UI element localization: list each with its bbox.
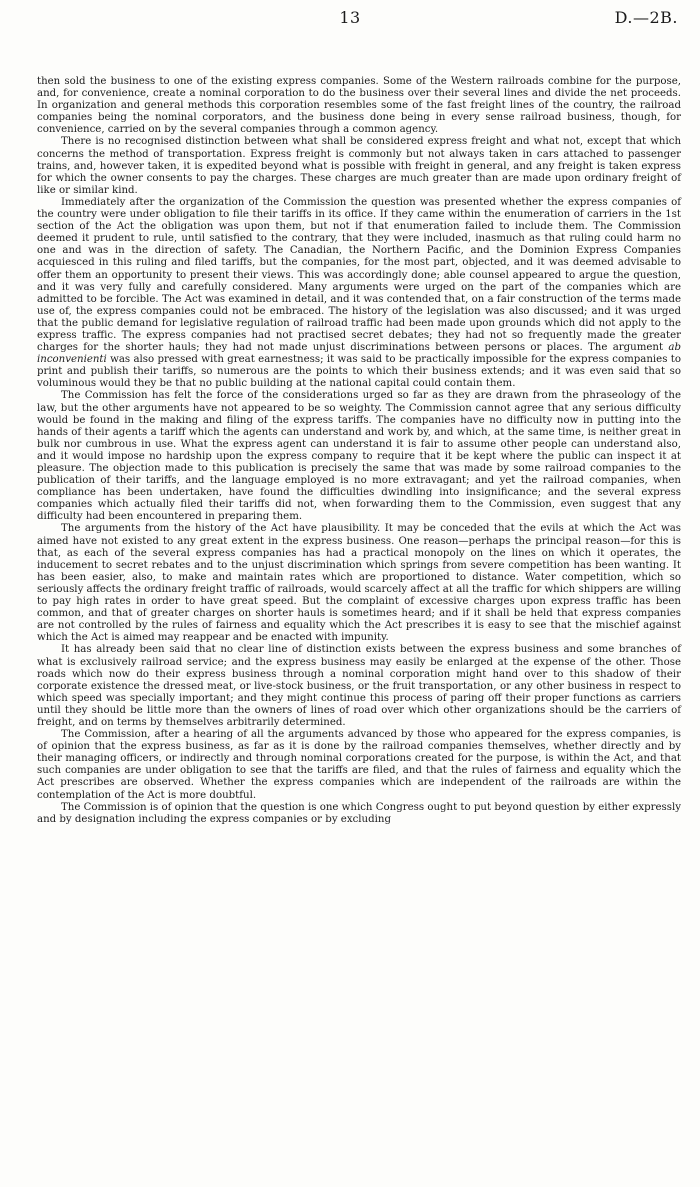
- paragraph-3-text: Immediately after the organization of the Commission the question was presented whether the express companies of the country were under obligation to file their tariffs in its office. If they came within the enumeration of carriers in the 1st section of the Act the obligation was upon them, but not if that enumeration failed to include them. The Commission deemed it prudent to rule, until satisfied to the contrary, that they were included, inasmuch as that ruling could harm no one and was in the direction of safety. The Canadian, the Northern Pacific, and the Dominion Express Companies acquiesced in this ruling and filed tariffs, but the companies, for the most part, objected, and it was deemed advisable to offer them an opportunity to present their views. This was accordingly done; able counsel appeared to argue the question, and it was very fully and carefully considered. Many arguments were urged on the part of the companies which are admitted to be forcible. The Act was examined in detail, and it was contended that, on a fair construction of the terms made use of, the express companies could not be embraced. The history of the legislation was also discussed; and it was urged that the public demand for legislative regulation of railroad traffic had been made upon grounds which did not apply to the express traffic. The express companies had not practised secret debates; they had not so frequently made the greater charges for the shorter hauls; they had not made unjust discriminations between persons or places. The argument: [37, 196, 681, 354]
- document-body: [37, 76, 681, 826]
- paragraph-6: It has already been said that no clear line of distinction exists between the express business and some branches of what is exclusively railroad service; and the express business may easily be enlarged at the expense of the other. Those roads which now do their express business through a nominal corporation might hand over to this shadow of their corporate existence the dressed meat, or live-stock business, or the fruit transportation, or any other business in respect to which speed was specially important; and they might continue this process of paring off their proper functions as carriers until they should be little more than the owners of lines of road over which other organizations should be the carriers of freight, and on terms by themselves arbitrarily determined.: [37, 644, 681, 728]
- paragraph-4: The Commission has felt the force of the considerations urged so far as they are drawn from the phraseology of the law, but the other arguments have not appeared to be so weighty. The Commission cannot agree that any serious difficulty would be found in the making and filing of the express tariffs. The companies have no difficulty now in putting into the hands of their agents a tariff which the agents can understand and work by, and which, at the same time, is neither great in bulk nor cumbrous in use. What the express agent can understand it is fair to assume other people can understand also, and it would impose no hardship upon the express company to require that it be kept where the public can inspect it at pleasure. The objection made to this publication is precisely the same that was made by some railroad companies to the publication of their tariffs, and the language employed is no more extravagant; and yet the railroad companies, when compliance has been undertaken, have found the difficulties dwindling into insignificance; and the several express companies which actually filed their tariffs did not, when forwarding them to the Commission, even suggest that any difficulty had been encountered in preparing them.: [37, 390, 681, 523]
- paragraph-7: The Commission, after a hearing of all the arguments advanced by those who appeared for the express companies, is of opinion that the express business, as far as it is done by the railroad companies themselves, whether directly and by their managing officers, or indirectly and through nominal corporations created for the purpose, is within the Act, and that such companies are under obligation to see that the tariffs are filed, and that the rules of fairness and equality which the Act prescribes are observed. Whether the express companies which are independent of the railroads are within the contemplation of the Act is more doubtful.: [37, 729, 681, 801]
- paragraph-2: There is no recognised distinction between what shall be considered express freight and what not, except that which concerns the method of transportation. Express freight is commonly but not always taken in cars attached to passenger trains, and, however taken, it is expedited beyond what is possible with freight in general, and any freight is taken express for which the owner consents to pay the charges. These charges are much greater than are made upon ordinary freight of like or similar kind.: [37, 136, 681, 196]
- page-header: [0, 8, 700, 34]
- paragraph-5: The arguments from the history of the Act have plausibility. It may be conceded that the evils at which the Act was aimed have not existed to any great extent in the express business. One reason—perhaps the principal reason—for this is that, as each of the several express companies has had a practical monopoly on the lines on which it operates, the inducement to secret rebates and to the unjust discrimination which springs from severe competition has been wanting. It has been easier, also, to make and maintain rates which are proportioned to distance. Water competition, which so seriously affects the ordinary freight traffic of railroads, would scarcely affect at all the traffic for which shippers are willing to pay high rates in order to have great speed. But the complaint of excessive charges upon express traffic has been common, and that of greater charges on shorter hauls is sometimes heard; and if it shall be held that express companies are not controlled by the rules of fairness and equality which the Act prescribes it is easy to see that the mischief against which the Act is aimed may reappear and be enacted with impunity.: [37, 523, 681, 644]
- document-code: D.—2B.: [614, 8, 678, 27]
- latin-phrase: ab inconvenienti: [37, 342, 681, 366]
- paragraph-3: [37, 197, 681, 391]
- paragraph-8: The Commission is of opinion that the question is one which Congress ought to put beyond question by either expressly and by designation including the express companies or by excluding: [37, 801, 681, 825]
- page-number: 13: [339, 8, 361, 27]
- paragraph-1: then sold the business to one of the existing express companies. Some of the Western railroads combine for the purpose, and, for convenience, create a nominal corporation to do the business over their several lines and divide the net proceeds. In organization and general methods this corporation resembles some of the fast freight lines of the country, the railroad companies being the nominal corporators, and the business done being in every sense railroad business, though, for convenience, carried on by the several companies through a common agency.: [37, 76, 681, 136]
- paragraph-3-continued: was also pressed with great earnestness; it was said to be practically impossible for the express companies to print and publish their tariffs, so numerous are the points to which their business extends; and it was even said that so voluminous would they be that no public building at the national capital could contain them.: [37, 354, 681, 390]
